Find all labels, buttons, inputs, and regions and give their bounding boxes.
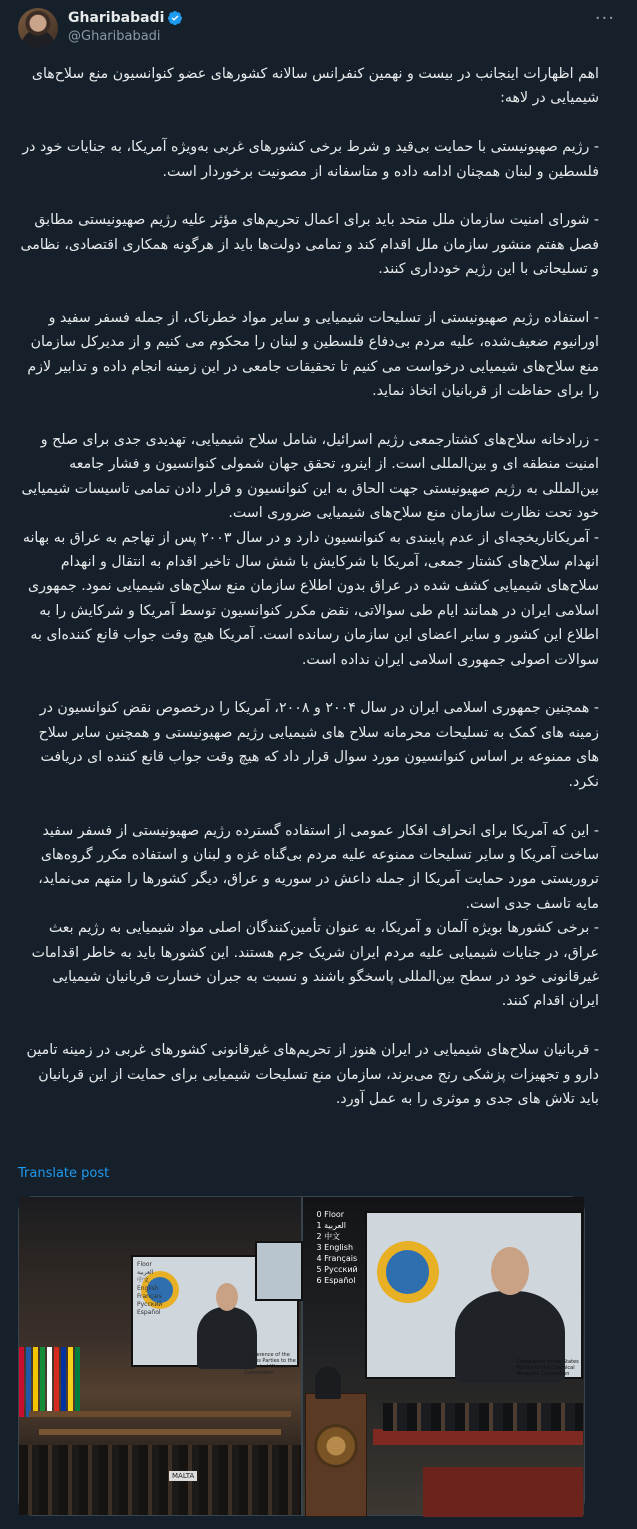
language-item: Español xyxy=(137,1309,161,1316)
language-item: Floor xyxy=(137,1261,152,1268)
language-item: 3 English xyxy=(316,1243,354,1252)
language-item: English xyxy=(137,1285,159,1292)
post-paragraph: - برخی کشورها بویژه آلمان و آمریکا، به عنوان تأمین‌کنندگان اصلی مواد شیمیایی به رژیم بعث عراق، در جنایات شیمیایی علیه مردم ایران شریک جرم هستند. این کشورها باید به خاطر اقدامات غیرقانونی خود در سطح بین‌المللی پاسخگو باشند و نسبت به جبران خسارت قربانیان شیمیایی ایران اقدام کنند. xyxy=(31,920,599,1010)
post-paragraph: - آمریکاتاریخچه‌ای از عدم پایبندی به کنوانسیون دارد و در سال ۲۰۰۳ پس از تهاجم به عراق به بهانه انهدام سلاح‌های کشتار جمعی، آمریکا با شرکایش با شش سال تاخیر اقدام به انتقال و انهدام سلاح‌های شیمیایی کشف شده در عراق بدون اطلاع سازمان منع سلاح‌های شیمیایی نمود. جمهوری اسلامی ایران در همانند ایام طی سوالاتی، نقض مکرر کنوانسیون توسط آمریکا و شرکایش را به اطلاع این کشور و سایر اعضای این سازمان رسانده است. آمریکا هیچ وقت جواب قانع کننده‌ای به سوالات اصولی جمهوری اسلامی ایران نداده است. xyxy=(22,529,599,668)
language-item: 4 Français xyxy=(316,1254,358,1263)
language-item: 5 Русский xyxy=(316,1265,358,1274)
paragraph-gap xyxy=(18,794,599,818)
flags-row xyxy=(19,1347,80,1417)
post-paragraph: - زرادخانه سلاح‌های کشتارجمعی رژیم اسرائیل، شامل سلاح شیمیایی، تهدیدی جدی برای صلح و امنیت منطقه ای و بین‌المللی است. از اینرو، تحقق جهان شمولی کنوانسیون و فشار جامعه بین‌المللی به رژیم صهیونیستی جهت الحاق به این کنوانسیون و قرار دادن تمامی تاسیسات شیمیایی خود تحت نظارت سازمان منع سلاح‌های شیمیایی ضروری است. xyxy=(21,432,599,522)
post-paragraph: - قربانیان سلاح‌های شیمیایی در ایران هنوز از تحریم‌های غیرقانونی کشورهای غربی در زمینه تامین دارو و تجهیزات پزشکی رنج می‌برند، سازمان منع تسلیحات شیمیایی برای حمایت از این قربانیان باید تلاش های جدی و موثری را به عمل آورد. xyxy=(26,1042,599,1107)
screen-caption: Conference of the States Parties to the Chemical Weapons Convention xyxy=(245,1352,296,1376)
paragraph-gap xyxy=(18,111,599,135)
more-options-icon[interactable]: ··· xyxy=(594,8,615,29)
projection-screen-2 xyxy=(365,1211,583,1379)
language-channel-list xyxy=(137,1261,162,1317)
post-paragraph: اهم اظهارات اینجانب در بیست و نهمین کنفرانس سالانه کشورهای عضو کنوانسیون منع سلاح‌های شیمیایی در لاهه: xyxy=(31,66,599,107)
presiding-table xyxy=(373,1429,583,1445)
audience xyxy=(19,1445,301,1515)
language-item: Français xyxy=(137,1293,162,1300)
post-text xyxy=(18,62,599,1111)
language-item: 6 Español xyxy=(316,1276,356,1285)
post-paragraph: - شورای امنیت سازمان ملل متحد باید برای اعمال تحریم‌های مؤثر علیه رژیم صهیونیستی مطابق فصل هفتم منشور سازمان ملل اقدام کند و تمامی دولت‌ها باید از هرگونه همکاری اقتصادی، نظامی و تسلیحاتی با این رژیم خودداری کنند. xyxy=(20,212,599,278)
language-item: 2 中文 xyxy=(316,1232,341,1241)
paragraph-gap xyxy=(18,282,599,306)
side-screen xyxy=(255,1241,303,1301)
paragraph-gap xyxy=(18,1014,599,1038)
country-nameplate: MALTA xyxy=(169,1471,197,1481)
author-name[interactable]: Gharibabadi xyxy=(68,10,165,26)
screen-caption: Conference of the States Parties to the Chemical Weapons Convention xyxy=(516,1359,579,1377)
language-item: 中文 xyxy=(137,1277,150,1284)
author-handle[interactable]: @Gharibabadi xyxy=(68,29,161,44)
avatar[interactable] xyxy=(18,8,58,48)
language-item: Русский xyxy=(137,1301,163,1308)
post-paragraph: - همچنین جمهوری اسلامی ایران در سال ۲۰۰۴ و ۲۰۰۸، آمریکا را درخصوص نقض کنوانسیون در زمینه های کمک به تسلیحات محرمانه سلاح های شیمیایی رژیم صهیونیستی و همچنین سایر سلاح های ممنوعه بر اساس کنوانسیون مورد سوال قرار داد که هیچ وقت جواب قانع کننده ای دریافت نکرد. xyxy=(38,700,599,790)
paragraph-gap xyxy=(18,672,599,696)
paragraph-gap xyxy=(18,404,599,428)
media-grid xyxy=(18,1196,585,1516)
conference-photo-2[interactable] xyxy=(303,1197,585,1515)
language-item: 0 Floor xyxy=(316,1210,345,1219)
post-paragraph: - این که آمریکا برای انحراف افکار عمومی از استفاده گسترده رژیم صهیونیستی از فسفر سفید ساخت آمریکا و سایر تسلیحات ممنوعه علیه مردم بی‌گناه غزه و لبنان و استفاده مکرر گروه‌های تروریستی مورد حمایت آمریکا از جمله داعش در سوریه و عراق، دیگر کشورها را متهم می‌نماید، مایه تاسف جدی است. xyxy=(38,822,599,912)
post-header xyxy=(18,8,619,48)
speaker-podium xyxy=(305,1393,367,1517)
language-item: 1 العربية xyxy=(316,1221,347,1230)
verified-badge-icon xyxy=(167,10,183,26)
paragraph-gap xyxy=(18,184,599,208)
officials-row xyxy=(383,1403,583,1431)
language-item: العربية xyxy=(137,1269,154,1276)
author-name-row[interactable] xyxy=(68,10,183,26)
post-paragraph: - رژیم صهیونیستی با حمایت بی‌قید و شرط برخی کشورهای غربی به‌ویژه آمریکا، به جنایات خود در فلسطین و لبنان همچنان ادامه داده و متاسفانه از مصونیت برخوردار است. xyxy=(22,139,599,180)
opcw-logo-icon xyxy=(377,1241,439,1303)
post-paragraph: - استفاده رژیم صهیونیستی از تسلیحات شیمیایی و سایر مواد خطرناک، از جمله فسفر سفید و اورانیوم ضعیف‌شده، علیه مردم بی‌دفاع فلسطین و لبنان را محکوم می کنیم و از مدیرکل سازمان منع سلاح‌های شیمیایی درخواست می کنیم تا تحقیقات جامعی در این زمینه انجام داده و تدابیر لازم را برای حفاظت از قربانیان اتخاذ نماید. xyxy=(27,310,599,400)
language-channel-list xyxy=(317,1209,358,1286)
translate-post-link[interactable]: Translate post xyxy=(18,1166,110,1181)
conference-photo-1[interactable] xyxy=(19,1197,301,1515)
